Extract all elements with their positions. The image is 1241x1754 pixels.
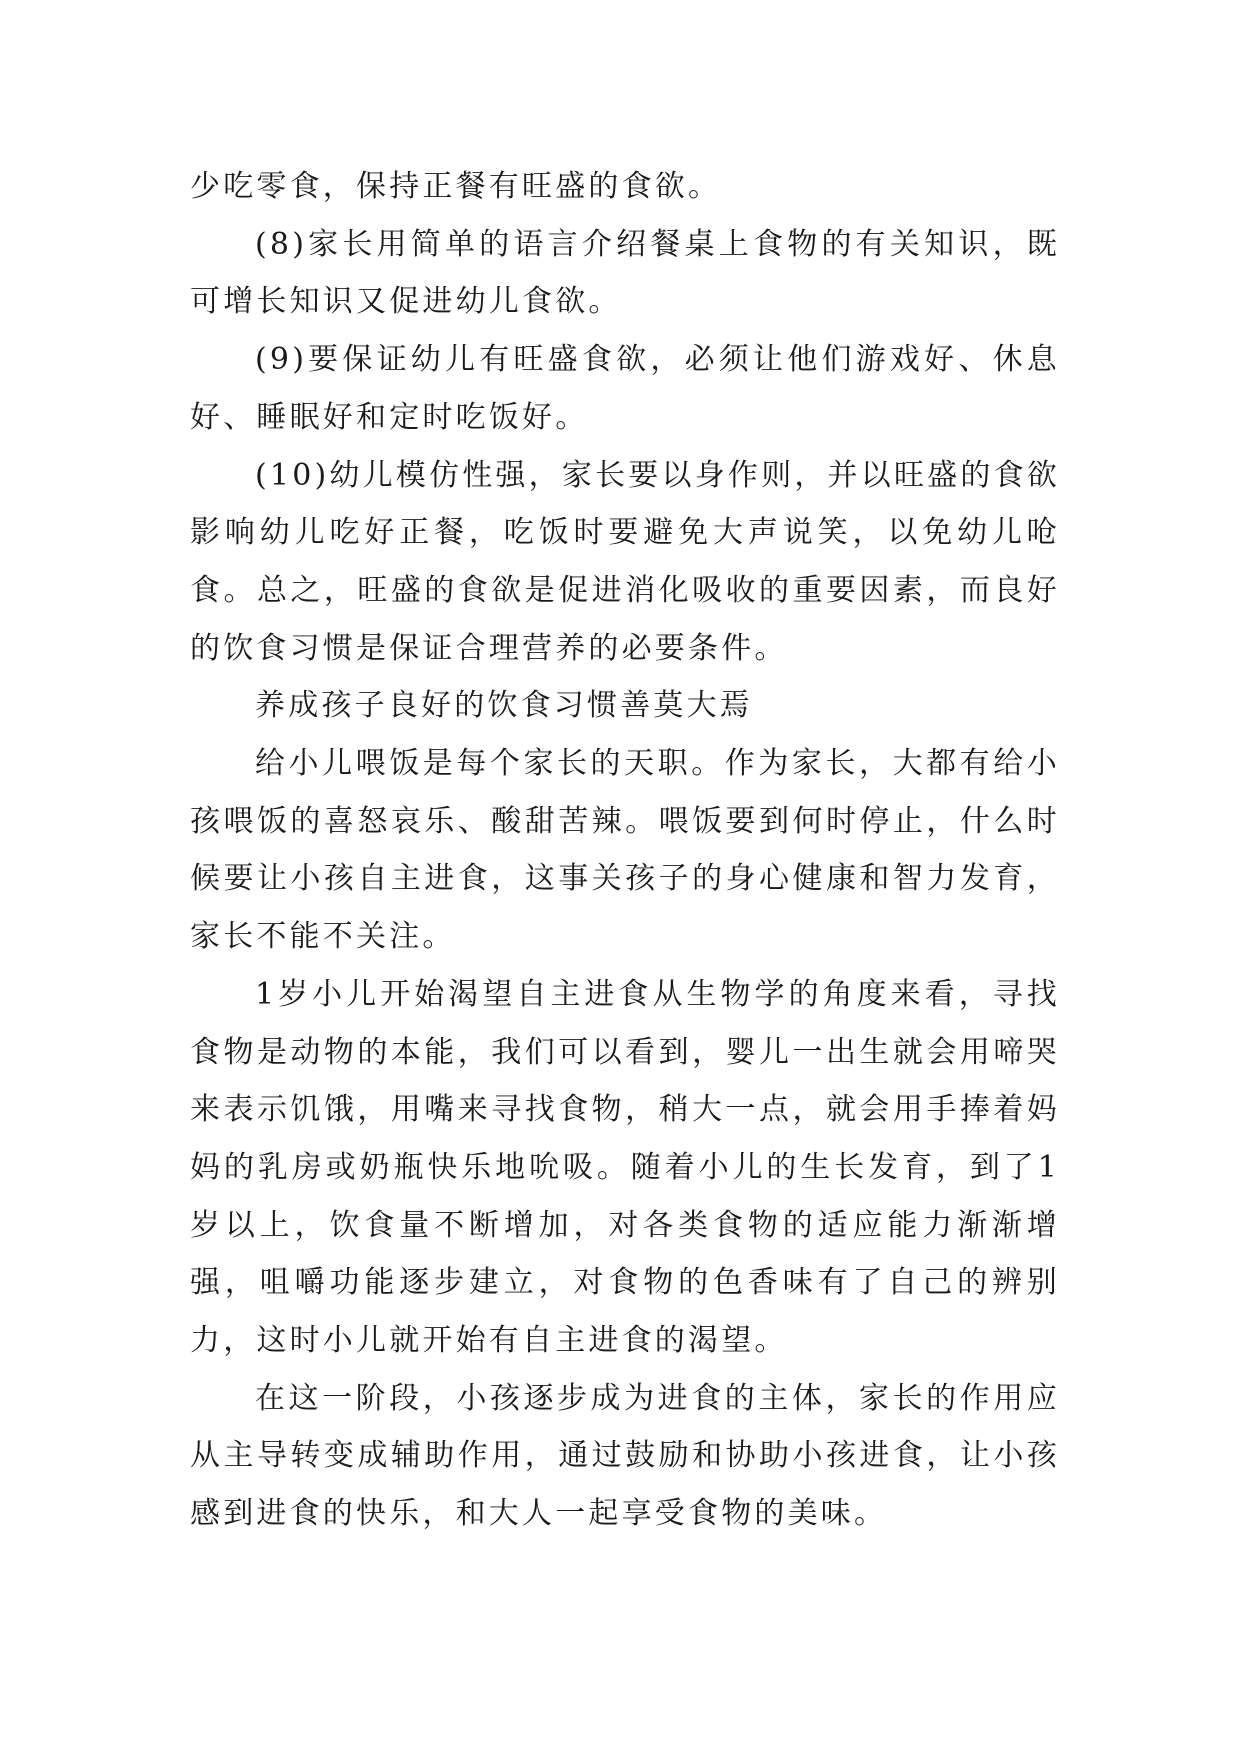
- paragraph-parent-role: 在这一阶段，小孩逐步成为进食的主体，家长的作用应从主导转变成辅助作用，通过鼓励和协助小孩进食，让小孩感到进食的快乐，和大人一起享受食物的美味。: [190, 1380, 1060, 1532]
- paragraph-item-8: (8)家长用简单的语言介绍餐桌上食物的有关知识，既可增长知识又促进幼儿食欲。: [190, 226, 1060, 320]
- paragraph-item-10: (10)幼儿模仿性强，家长要以身作则，并以旺盛的食欲影响幼儿吃好正餐，吃饭时要避免大声说笑，以免幼儿呛食。总之，旺盛的食欲是促进消化吸收的重要因素，而良好的饮食习惯是保证合理营养的必要条件。: [190, 457, 1060, 666]
- document-body: [190, 158, 1060, 1543]
- paragraph-item-9: (9)要保证幼儿有旺盛食欲，必须让他们游戏好、休息好、睡眠好和定时吃饭好。: [190, 342, 1060, 435]
- paragraph-continuation: 少吃零食，保持正餐有旺盛的食欲。: [190, 169, 722, 204]
- section-heading: 养成孩子良好的饮食习惯善莫大焉: [255, 688, 753, 724]
- paragraph-self-feeding: 1岁小儿开始渴望自主进食从生物学的角度来看，寻找食物是动物的本能，我们可以看到，婴儿一出生就会用啼哭来表示饥饿，用嘴来寻找食物，稍大一点，就会用手捧着妈妈的乳房或奶瓶快乐地吮吸。随着小儿的生长发育，到了1岁以上，饮食量不断增加，对各类食物的适应能力渐渐增强，咀嚼功能逐步建立，对食物的色香味有了自己的辨别力，这时小儿就开始有自主进食的渴望。: [190, 976, 1060, 1359]
- paragraph-feeding-duty: 给小儿喂饭是每个家长的天职。作为家长，大都有给小孩喂饭的喜怒哀乐、酸甜苦辣。喂饭要到何时停止，什么时候要让小孩自主进食，这事关孩子的身心健康和智力发育，家长不能不关注。: [190, 746, 1060, 955]
